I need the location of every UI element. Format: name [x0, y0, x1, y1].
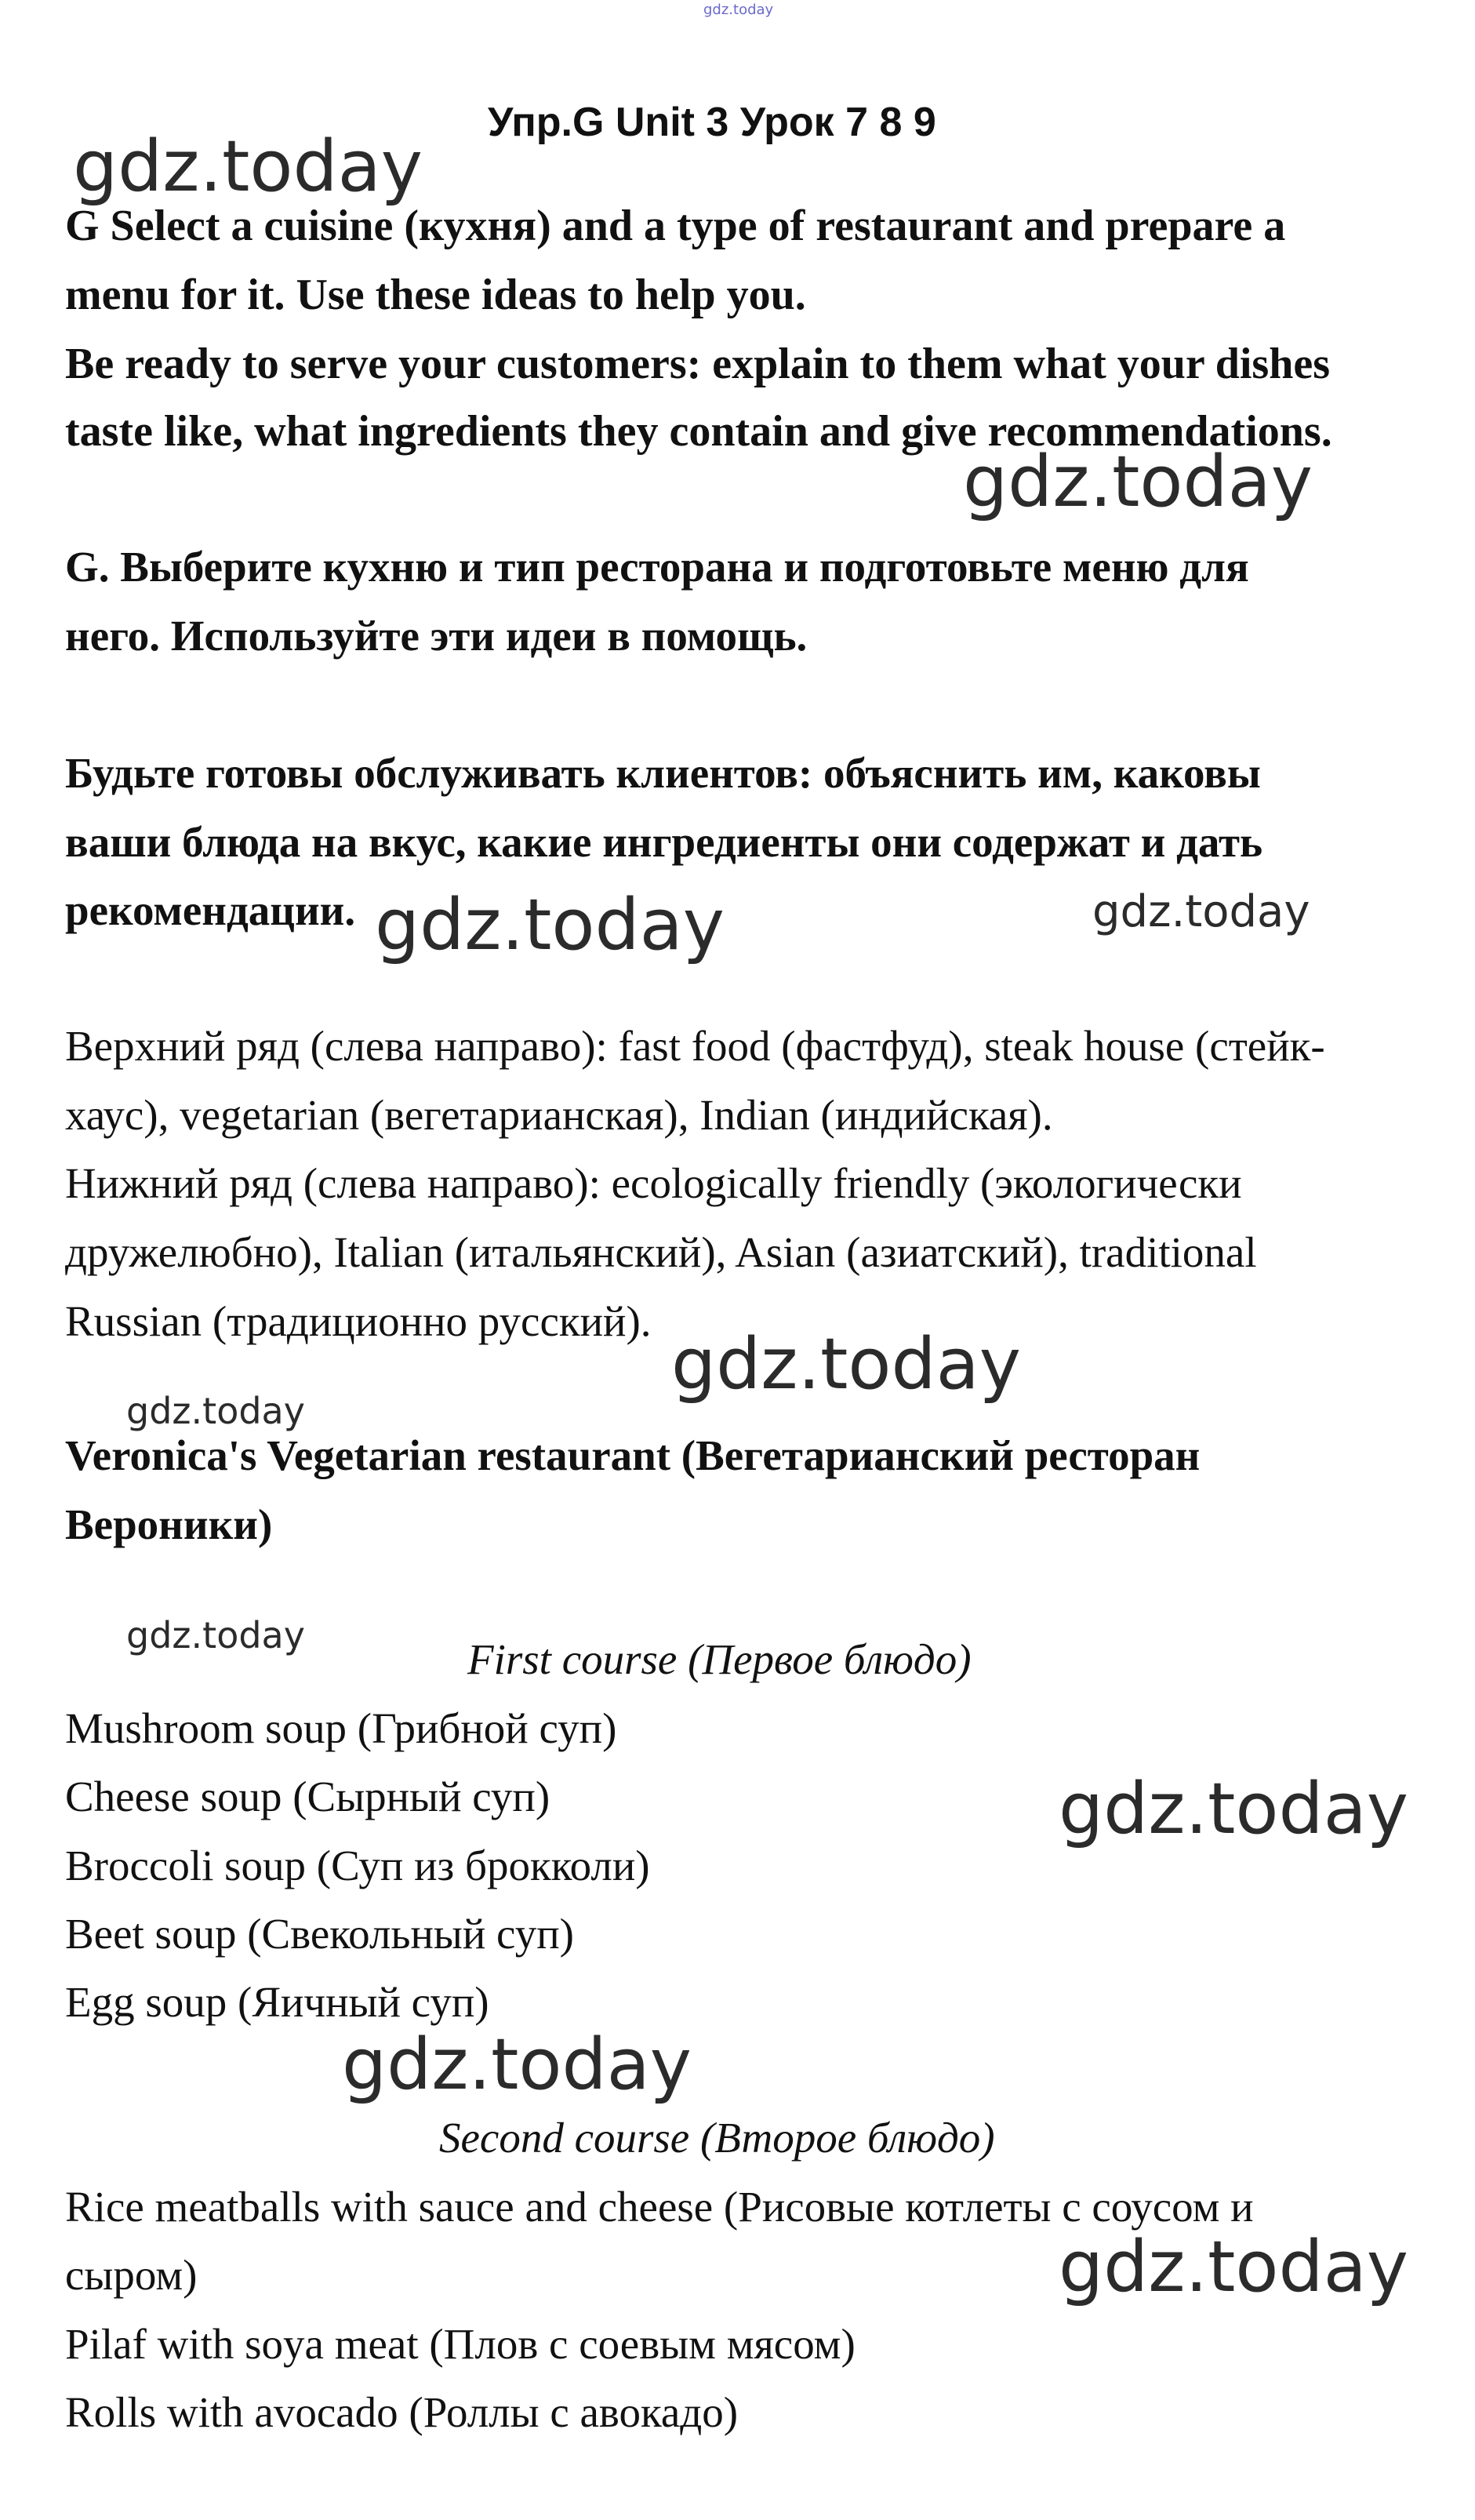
menu-item: Cheese soup (Сырный суп)	[65, 1773, 550, 1820]
site-mark: gdz.today	[703, 2, 774, 18]
menu-item: Beet soup (Свекольный суп)	[65, 1910, 574, 1958]
menu-item: Mushroom soup (Грибной суп)	[65, 1704, 617, 1752]
ideas-line-4: дружелюбно), Italian (итальянский), Asian (азиатский), traditional	[65, 1228, 1257, 1276]
watermark: gdz.today	[375, 884, 725, 966]
task-ru-line-2: него. Используйте эти идеи в помощь.	[65, 612, 808, 660]
watermark: gdz.today	[1059, 2226, 1409, 2308]
watermark: gdz.today	[73, 125, 423, 208]
watermark: gdz.today	[342, 2024, 692, 2106]
page-title: Упр.G Unit 3 Урок 7 8 9	[488, 100, 936, 145]
watermark: gdz.today	[1092, 886, 1310, 937]
task-en-line-3: Be ready to serve your customers: explain to them what your dishes	[65, 340, 1331, 388]
ideas-line-1: Верхний ряд (слева направо): fast food (фастфуд), steak house (стейк-	[65, 1022, 1325, 1070]
task-ru-line-5: рекомендации.	[65, 886, 356, 934]
task-ru-line-3: Будьте готовы обслуживать клиентов: объяснить им, каковы	[65, 749, 1261, 797]
second-course-heading: Second course (Второе блюдо)	[439, 2114, 995, 2162]
restaurant-name-line-2: Вероники)	[65, 1500, 273, 1548]
first-course-heading: First course (Первое блюдо)	[467, 1635, 972, 1683]
menu-item: Rolls with avocado (Роллы с авокадо)	[65, 2388, 739, 2436]
task-en-line-2: menu for it. Use these ideas to help you.	[65, 271, 806, 319]
watermark: gdz.today	[963, 441, 1313, 523]
menu-item: Rice meatballs with sauce and cheese (Рисовые котлеты с соусом и	[65, 2183, 1254, 2231]
ideas-line-5: Russian (традиционно русский).	[65, 1297, 652, 1345]
ideas-line-3: Нижний ряд (слева направо): ecologically friendly (экологически	[65, 1159, 1242, 1207]
task-ru-line-1: G. Выберите кухню и тип ресторана и подготовьте меню для	[65, 543, 1249, 591]
watermark: gdz.today	[671, 1323, 1022, 1405]
watermark: gdz.today	[1059, 1768, 1409, 1850]
restaurant-name-line-1: Veronica's Vegetarian restaurant (Вегетарианский ресторан	[65, 1431, 1201, 1479]
menu-item: Pilaf with soya meat (Плов с соевым мясом)	[65, 2320, 856, 2368]
task-en-line-1: G Select a cuisine (кухня) and a type of restaurant and prepare a	[65, 202, 1286, 250]
task-en-line-4: taste like, what ingredients they contain and give recommendations.	[65, 407, 1332, 456]
menu-item: Egg soup (Яичный суп)	[65, 1978, 489, 2026]
task-ru-line-4: ваши блюда на вкус, какие ингредиенты они содержат и дать	[65, 818, 1263, 866]
watermark: gdz.today	[126, 1390, 305, 1432]
ideas-line-2: хаус), vegetarian (вегетарианская), Indian (индийская).	[65, 1091, 1053, 1139]
menu-item: сыром)	[65, 2251, 198, 2299]
watermark: gdz.today	[126, 1614, 305, 1656]
menu-item: Broccoli soup (Суп из брокколи)	[65, 1842, 650, 1889]
